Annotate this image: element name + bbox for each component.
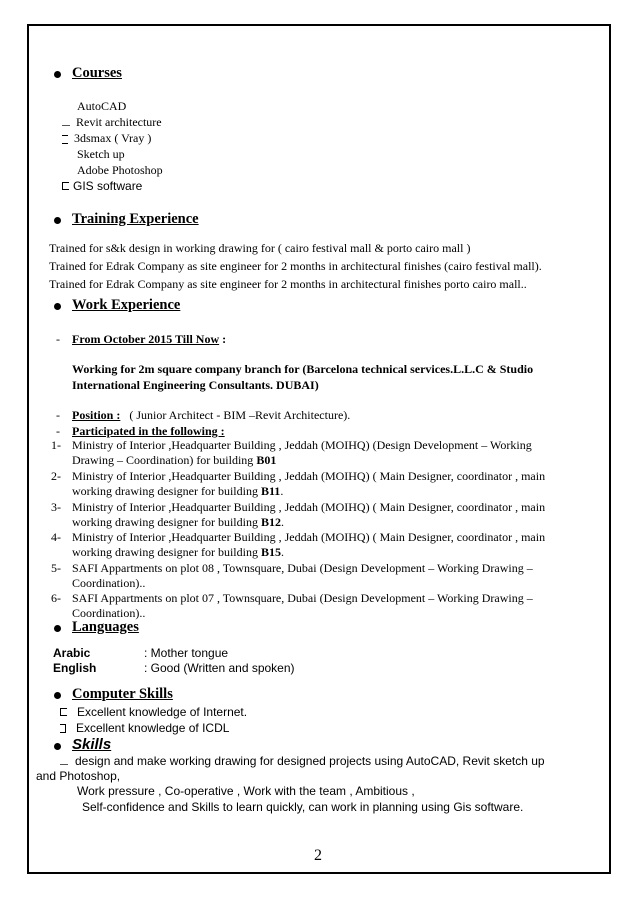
position-line: Position : ( Junior Architect - BIM –Revit Architecture). [72, 408, 351, 422]
skills-heading: Skills [72, 736, 112, 753]
skills-line: and Photoshop, [36, 769, 121, 783]
list-marker-icon [62, 123, 70, 126]
project-line: Ministry of Interior ,Headquarter Building , Jeddah (MOIHQ) ( Main Designer, coordinator , main [72, 469, 546, 483]
participated-label: Participated in the following : [72, 424, 225, 438]
languages-bullet [54, 625, 61, 632]
work-heading: Work Experience [72, 297, 181, 313]
work-period: From October 2015 Till Now : [72, 332, 227, 346]
list-marker-icon [60, 762, 68, 765]
project-line: working drawing designer for building B15. [72, 545, 284, 559]
training-heading: Training Experience [72, 211, 199, 227]
skills-bullet [54, 743, 61, 750]
project-line: SAFI Appartments on plot 08 , Townsquare, Dubai (Design Development – Working Drawing – [72, 561, 533, 575]
page-number: 2 [314, 847, 322, 864]
project-number: 2- [51, 469, 61, 483]
project-line: working drawing designer for building B12. [72, 515, 284, 529]
project-line: Coordination).. [72, 576, 146, 590]
training-line: Trained for Edrak Company as site engineer for 2 months in architectural finishes porto cairo mall.. [49, 277, 527, 291]
computer-skill-item: Excellent knowledge of ICDL [60, 721, 229, 735]
computer-skill-item: Excellent knowledge of Internet. [60, 705, 247, 719]
course-item: Revit architecture [62, 115, 162, 130]
project-number: 3- [51, 500, 61, 514]
language-level: : Mother tongue [144, 646, 229, 660]
project-line: Ministry of Interior ,Headquarter Building , Jeddah (MOIHQ) (Design Development – Working [72, 438, 532, 452]
language-name: Arabic [53, 646, 91, 660]
languages-heading: Languages [72, 619, 139, 635]
computer-skills-bullet [54, 692, 61, 699]
skills-line: design and make working drawing for designed projects using AutoCAD, Revit sketch up [60, 754, 545, 768]
project-number: 4- [51, 530, 61, 544]
participated-dash: - [56, 424, 60, 438]
list-marker-icon [62, 135, 68, 144]
course-item: AutoCAD [77, 99, 127, 113]
computer-skills-heading: Computer Skills [72, 686, 173, 702]
period-dash: - [56, 332, 60, 346]
list-marker-icon [62, 182, 69, 190]
project-line: Drawing – Coordination) for building B01 [72, 453, 277, 467]
project-line: Ministry of Interior ,Headquarter Building , Jeddah (MOIHQ) ( Main Designer, coordinator , main [72, 530, 546, 544]
project-line: SAFI Appartments on plot 07 , Townsquare, Dubai (Design Development – Working Drawing – [72, 591, 533, 605]
courses-bullet [54, 71, 61, 78]
training-line: Trained for s&k design in working drawing for ( cairo festival mall & porto cairo mall ) [49, 241, 471, 255]
project-number: 6- [51, 591, 61, 605]
project-line: working drawing designer for building B11. [72, 484, 284, 498]
company-line: International Engineering Consultants. DUBAI) [72, 378, 319, 392]
company-line: Working for 2m square company branch for (Barcelona technical services.L.L.C & Studio [72, 362, 534, 376]
course-item: 3dsmax ( Vray ) [62, 131, 151, 146]
training-bullet [54, 217, 61, 224]
list-marker-icon [60, 708, 67, 716]
project-number: 1- [51, 438, 61, 452]
course-item: GIS software [62, 179, 142, 193]
courses-heading: Courses [72, 65, 122, 81]
project-number: 5- [51, 561, 61, 575]
training-line: Trained for Edrak Company as site engineer for 2 months in architectural finishes (cairo festival mall). [49, 259, 542, 273]
work-bullet [54, 303, 61, 310]
language-name: English [53, 661, 97, 675]
language-level: : Good (Written and spoken) [144, 661, 295, 675]
project-line: Coordination).. [72, 606, 146, 620]
list-marker-icon [60, 724, 66, 733]
skills-line: Self-confidence and Skills to learn quickly, can work in planning using Gis software. [82, 800, 524, 814]
position-dash: - [56, 408, 60, 422]
project-line: Ministry of Interior ,Headquarter Building , Jeddah (MOIHQ) ( Main Designer, coordinator , main [72, 500, 546, 514]
skills-line: Work pressure , Co-operative , Work with the team , Ambitious , [77, 784, 415, 798]
course-item: Adobe Photoshop [77, 163, 163, 177]
course-item: Sketch up [77, 147, 125, 161]
